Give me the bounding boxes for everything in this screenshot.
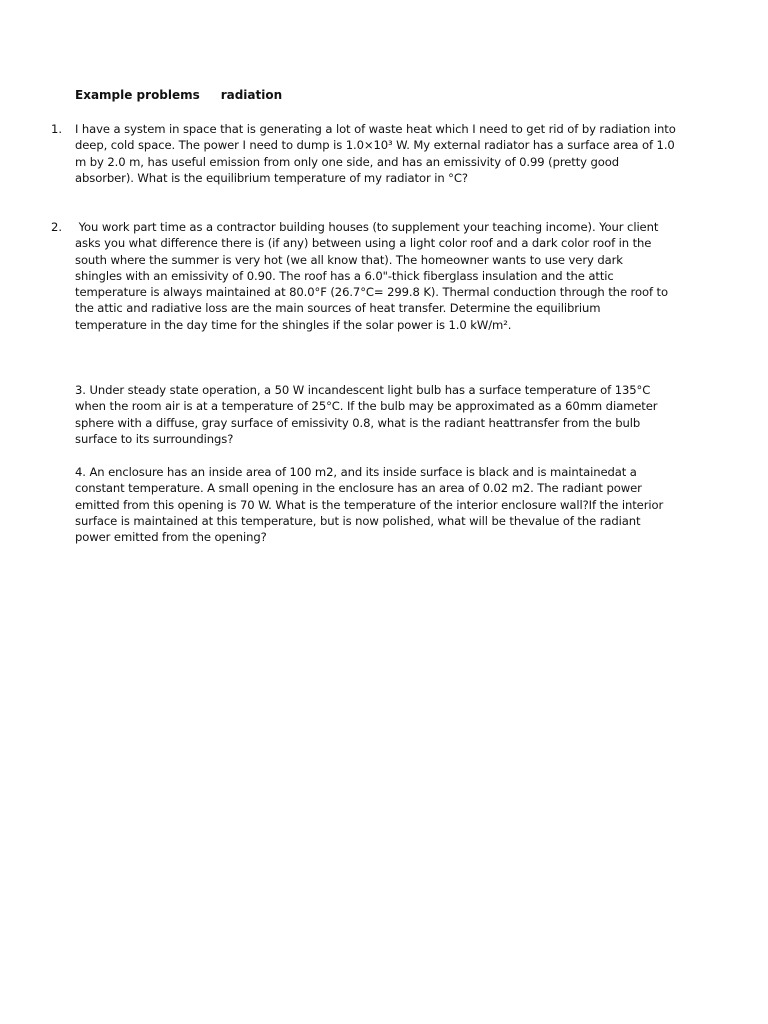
problem-4-line: power emitted from the opening?	[75, 530, 267, 545]
problem-1-line: m by 2.0 m, has useful emission from only one side, and has an emissivity of 0.99 (pretty good	[75, 154, 620, 169]
problem-2-line: temperature in the day time for the shingles if the solar power is 1.0 kW/m².	[75, 317, 512, 332]
problem-1	[75, 121, 676, 186]
problem-4-line: emitted from this opening is 70 W. What is the temperature of the interior enclosure wall?If the interior	[75, 497, 664, 512]
problem-3-line: sphere with a diffuse, gray surface of emissivity 0.8, what is the radiant heattransfer from the bulb	[75, 415, 641, 430]
problem-3-line: 3. Under steady state operation, a 50 W incandescent light bulb has a surface temperature of 135°C	[75, 383, 651, 397]
problem-4	[75, 464, 663, 545]
heading-subtitle: radiation	[220, 88, 283, 102]
problem-3-line: surface to its surroundings?	[75, 431, 234, 446]
problem-1-line: I have a system in space that is generating a lot of waste heat which I need to get rid of by radiation into	[75, 122, 676, 136]
problem-2-line: south where the summer is very hot (we all know that). The homeowner wants to use very dark	[75, 252, 623, 267]
problem-3	[75, 382, 657, 447]
problem-3-line: when the room air is at a temperature of 25°C. If the bulb may be approximated as a 60mm diameter	[75, 399, 658, 414]
problem-1-line: absorber). What is the equilibrium temperature of my radiator in °C?	[75, 170, 468, 185]
page-heading	[75, 87, 282, 103]
problem-2-line: asks you what difference there is (if any) between using a light color roof and a dark color roof in the	[75, 236, 652, 251]
problem-1-line: deep, cold space. The power I need to dump is 1.0×10³ W. My external radiator has a surface area of 1.0	[75, 138, 675, 153]
problem-2-line: shingles with an emissivity of 0.90. The roof has a 6.0"-thick fiberglass insulation and the attic	[75, 268, 614, 283]
problem-2-line: temperature is always maintained at 80.0°F (26.7°C= 299.8 K). Thermal conduction through the roof to	[75, 285, 668, 300]
problem-4-line: 4. An enclosure has an inside area of 100 m2, and its inside surface is black and is maintainedat a	[75, 465, 637, 479]
problem-2-line: You work part time as a contractor building houses (to supplement your teaching income). Your client	[75, 220, 659, 234]
problem-1-number: 1.	[51, 122, 63, 136]
problem-2	[75, 219, 668, 333]
problem-4-line: constant temperature. A small opening in the enclosure has an area of 0.02 m2. The radiant power	[75, 481, 642, 496]
problem-4-line: surface is maintained at this temperature, but is now polished, what will be thevalue of the radiant	[75, 513, 641, 528]
heading-title: Example problems	[75, 88, 200, 102]
problem-2-line: the attic and radiative loss are the main sources of heat transfer. Determine the equilibrium	[75, 301, 601, 316]
problem-2-number: 2.	[51, 220, 63, 234]
